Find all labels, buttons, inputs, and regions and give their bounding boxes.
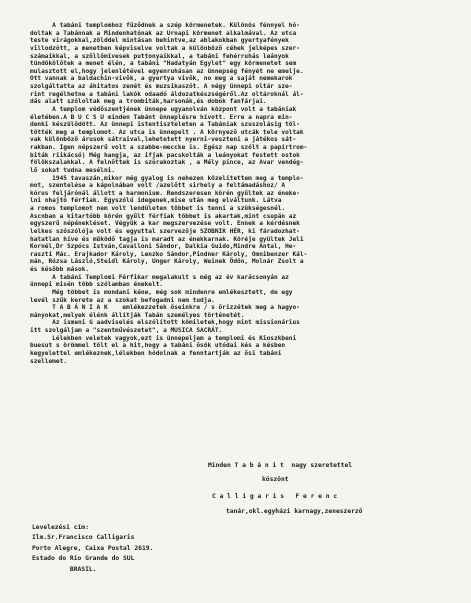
body-line: rakban. Igen népszerű volt a szabbe-meccke is. Egész nap szólt a papírtrom- xyxy=(30,144,308,151)
body-line: mán, Rózsa László,Steidl Károly, Unger Károly, Weinek Ödön, Molnár Zsolt a xyxy=(30,258,304,266)
body-line: lő sokat tudna mesélni. xyxy=(30,166,116,174)
body-line: rasztí Mác. Erajkador Károly, Lenzko Sándor,Pindner Károly, Omnibenzer Kál- xyxy=(30,250,308,258)
body-line: lelkes szószólója volt és egyuttal szervezője SZOBNIK HÉR, ki fáradozhat- xyxy=(30,227,300,235)
closing-thanks: köszönt xyxy=(262,476,289,483)
body-line: mányokat,melyek élénk állítják Tabán személyes történetét. xyxy=(30,311,245,319)
body-line: levél szűk kerete az a szokat befogadni nem tudja. xyxy=(30,296,215,304)
signature-name: C a l l i g a r i s F e r e n c xyxy=(212,493,338,500)
body-line: Még többet is mondani kéne, még sok mindenre emlékesztett, de egy xyxy=(30,288,293,296)
body-line: A tabáni Templomi Férfikar megalakult s még az év karácsonyán az xyxy=(30,273,289,281)
address-line: Estado do Rio Grande do SUL xyxy=(32,555,135,563)
body-line: mulasztott el,hogy jelenlétével egyenruhásan az ünnepség fényét ne emelje. xyxy=(30,67,304,75)
signature-title-line xyxy=(0,508,471,516)
body-line: egyszerű népénekléset. Végyük a kar megszervezése volt. Ennek a kérdésnek xyxy=(30,220,300,228)
body-line: T A B Á N I A K emlékezzetek őseinkre / s őrizzétek meg a hagyo- xyxy=(30,304,300,312)
body-line: a romos templomot nem volt lendületen többet is tenni a szükségesnél. xyxy=(30,205,286,212)
body-line: életében.A B U C S U minden Tabánt ünneplésre hívott. Erre a napra min- xyxy=(30,113,293,121)
body-line: 1945 tavaszán,mikor még gyalog is nehezen közelítettem meg a templo- xyxy=(30,174,304,182)
body-line: itt szolgáljam a "szentművészetet", a MUSICA SACRÁT. xyxy=(30,327,223,334)
body-line: A tabáni templomhoz fűződnek a szép körmenetek. Különös fénnyel hó- xyxy=(30,22,300,29)
closing-thanks-line xyxy=(0,476,471,484)
body-line: Az ismeni G aadviselés elszólított kömiletek,hogy mint missionárius xyxy=(30,319,300,327)
body-line: tündökölőtek a menet élén, a tabáni "Hadatyán Egylet" egy körmenetet sem xyxy=(30,60,297,68)
body-line: rint regélhetne a tabáni lakók odaadó áldozatkészségéről.Az oltároknál ál- xyxy=(30,90,304,98)
address-line: Ilm.Sr.Francisco Calligaris xyxy=(32,534,135,542)
body-line: Lélekben veletek vagyok,ezt is ünnepeljem a templomi és Kioszkbeni xyxy=(30,334,297,342)
body-line: szolgáltatta az áhitatos zenét és muzsikaszót. A négy ünnepi oltár sze- xyxy=(30,83,293,90)
mailing-address xyxy=(32,523,153,575)
body-line: dás alatt szóloltak meg a trombiták,harsonák,és dobok fanfárjai. xyxy=(30,98,267,106)
address-country: BRASIL. xyxy=(32,565,97,573)
body-line: hatatlan híve és működő tagja is maradt az énekkarnak. Köréje gyültek Jeli xyxy=(30,235,304,243)
body-line: számaikkal, a szőllőmívesek puttonyaikkal, a tabáni fehérruhás leányok xyxy=(30,52,289,60)
body-line: tötték meg a templomot. Az utca is ünnepelt . A környező utcák tele voltak xyxy=(30,128,304,136)
address-label: Levelezési cím: xyxy=(32,524,89,531)
body-line: és később mások. xyxy=(30,266,90,273)
signature-name-line xyxy=(0,493,471,501)
body-line: A templom védőszentjének ünnepe ugyanolván központ volt a tabániak xyxy=(30,105,297,113)
body-line: lni ohajtó férfiak. Egyszólú idegenek,mise után meg elváltunk. Látva xyxy=(30,197,282,205)
body-line: doltak a Tabánnak a Mindenhatónak az Urnapi körmenet alkalmával. Az utca xyxy=(30,29,297,37)
body-line: teste virágokkal,zölddel mintásan behintve,az ablakokban gyertyafények xyxy=(30,37,289,45)
address-line: Porto Alegre, Caixa Postal 2619. xyxy=(32,544,154,552)
signature-title: tanár,okl.egyházi karnagy,zeneszerző xyxy=(226,508,363,515)
body-line: fölökszalakkal. A felnőttek is szórakoztak , a Mély pince, az Avar vendég- xyxy=(30,159,304,167)
body-line: Ascnban a kitartóbb körén gyűlt férfiak többet is akartak,mint csupán az xyxy=(30,212,297,220)
body-line: ünnepi misén több szólamban énekelt. xyxy=(30,281,164,289)
body-line: Kornél,Dr Szpócs István,Cavalloni Sándor, Dalkia Guido,Mindre Antal, He- xyxy=(30,243,297,251)
letter-body xyxy=(30,22,450,365)
body-line: buesut s örömmel tölt el a hit,hogy a tabáni ősök utódai kés a késben xyxy=(30,342,286,350)
body-line: biták riikácsó) Még hangja, az ifjak pacskolták a leányokat festett ostok xyxy=(30,151,300,159)
body-line: kegyelettel emlékeznek,lélekben hódolnak a fenntartják az ősi tabáni xyxy=(30,349,282,357)
body-line: mot, szentelése a kápolnában volt /azelőtt sirhely a feltámadáshoz/ A xyxy=(30,182,286,190)
closing-greeting-line xyxy=(0,462,471,470)
closing-greeting: Minden T a b á n i t nagy szeretettel xyxy=(208,462,353,469)
body-line: vak különböző árusok sátraival,lehetetett nyerni-veszteni a játékos sát- xyxy=(30,136,297,144)
body-line: kórus feljárónál állott a harmonium. Rendszeresen körén gyűltek az éneke- xyxy=(30,189,300,197)
body-line: denki készülődött. Az ünnepi istentiszteleten a Tabániak szuszolásig töl- xyxy=(30,121,300,129)
body-line: Ott vannak a baldachin-vivők, a gyertya vivők, no meg a saját nemekarok xyxy=(30,75,293,83)
body-line: szellemet. xyxy=(30,357,67,365)
body-line: villodzótt, a menetben képviselve voltak a különböző céhek jelképes szer- xyxy=(30,44,300,52)
